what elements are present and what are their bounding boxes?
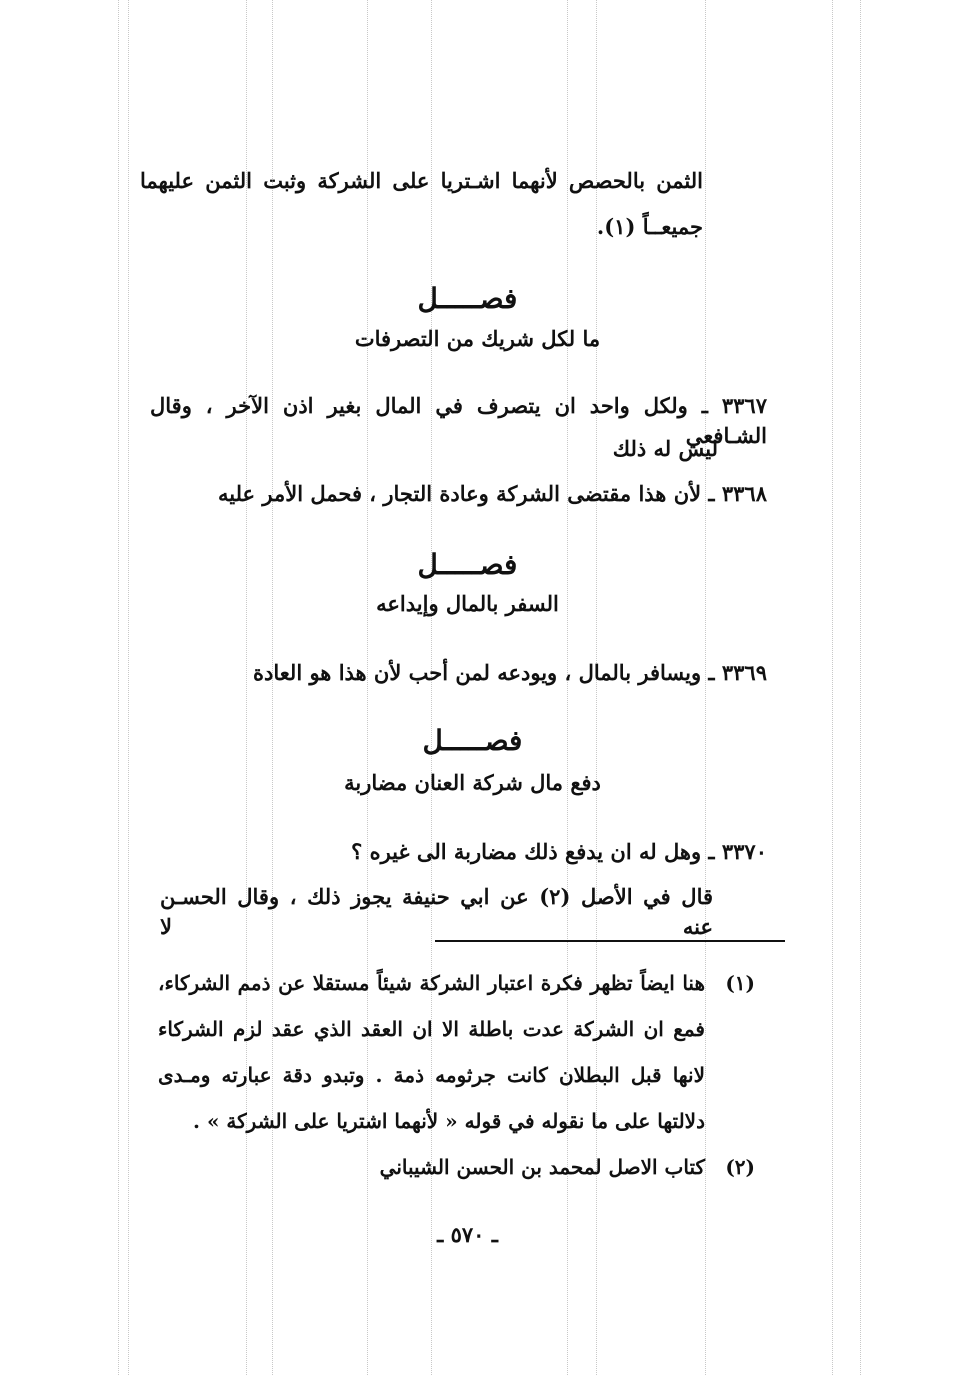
footnote-1-line-4: دلالتها على ما نقوله في قوله « لأنهما اشتريا على الشركة » . bbox=[193, 1109, 705, 1133]
scan-line bbox=[832, 0, 833, 1375]
section-subtitle: ما لكل شريك من التصرفات bbox=[354, 326, 601, 351]
footnote-separator bbox=[435, 940, 785, 942]
page-number: ـ ٥٧٠ ـ bbox=[437, 1222, 498, 1247]
paragraph-3367: ٣٣٦٧ ـ ولكل واحد ان يتصرف في المال بغير اذن الآخر ، وقال الشـافعي bbox=[150, 393, 767, 448]
scan-line bbox=[246, 0, 247, 1375]
paragraph-3369: ٣٣٦٩ ـ ويسافر بالمال ، ويودعه لمن أحب لأن هذا هو العادة bbox=[253, 660, 767, 685]
continuation-line-1: الثمن بالحصص لأنهما اشـتريا على الشركة وثبت الثمن عليهما bbox=[140, 168, 703, 193]
footnote-1-line-2: فمع ان الشركة عدت باطلة الا ان العقد الذي عقد لزم الشركاء bbox=[158, 1017, 705, 1041]
footnote-2-line-1: كتاب الاصل لمحمد بن الحسن الشيباني bbox=[379, 1155, 705, 1179]
section-title: فصـــــل bbox=[422, 724, 523, 757]
footnote-1-line-3: لانها قبل البطلان كانت جرثومه ذمة . وتبدو دقة عبارته ومـدى bbox=[158, 1063, 705, 1087]
footnote-marker: (١) bbox=[725, 971, 755, 995]
scan-line bbox=[118, 0, 119, 1375]
continuation-line-2: جميعــاً (١). bbox=[596, 214, 703, 239]
paragraph-3370-cont: قال في الأصل (٢) عن ابي حنيفة يجوز ذلك ، وقال الحسـن عنه لا bbox=[160, 884, 714, 939]
section-title: فصـــــل bbox=[417, 282, 518, 315]
footnote-marker: (٢) bbox=[725, 1155, 755, 1179]
section-subtitle: دفع مال شركة العنان مضاربة bbox=[344, 770, 601, 795]
footnote-1-line-1: هنا ايضاً تظهر فكرة اعتبار الشركة شيئاً مستقلا عن ذمم الشركاء، bbox=[158, 971, 705, 995]
paragraph-3367-cont: ليس له ذلك bbox=[612, 436, 718, 461]
paragraph-3368: ٣٣٦٨ ـ لأن هذا مقتضى الشركة وعادة التجار ، فحمل الأمر عليه bbox=[218, 481, 767, 506]
scan-line bbox=[860, 0, 861, 1375]
scan-line bbox=[128, 0, 129, 1375]
section-subtitle: السفر بالمال وإيداعه bbox=[376, 591, 559, 616]
section-title: فصـــــل bbox=[417, 548, 518, 581]
paragraph-3370: ٣٣٧٠ ـ وهل له ان يدفع ذلك مضاربة الى غيره ؟ bbox=[351, 839, 767, 864]
